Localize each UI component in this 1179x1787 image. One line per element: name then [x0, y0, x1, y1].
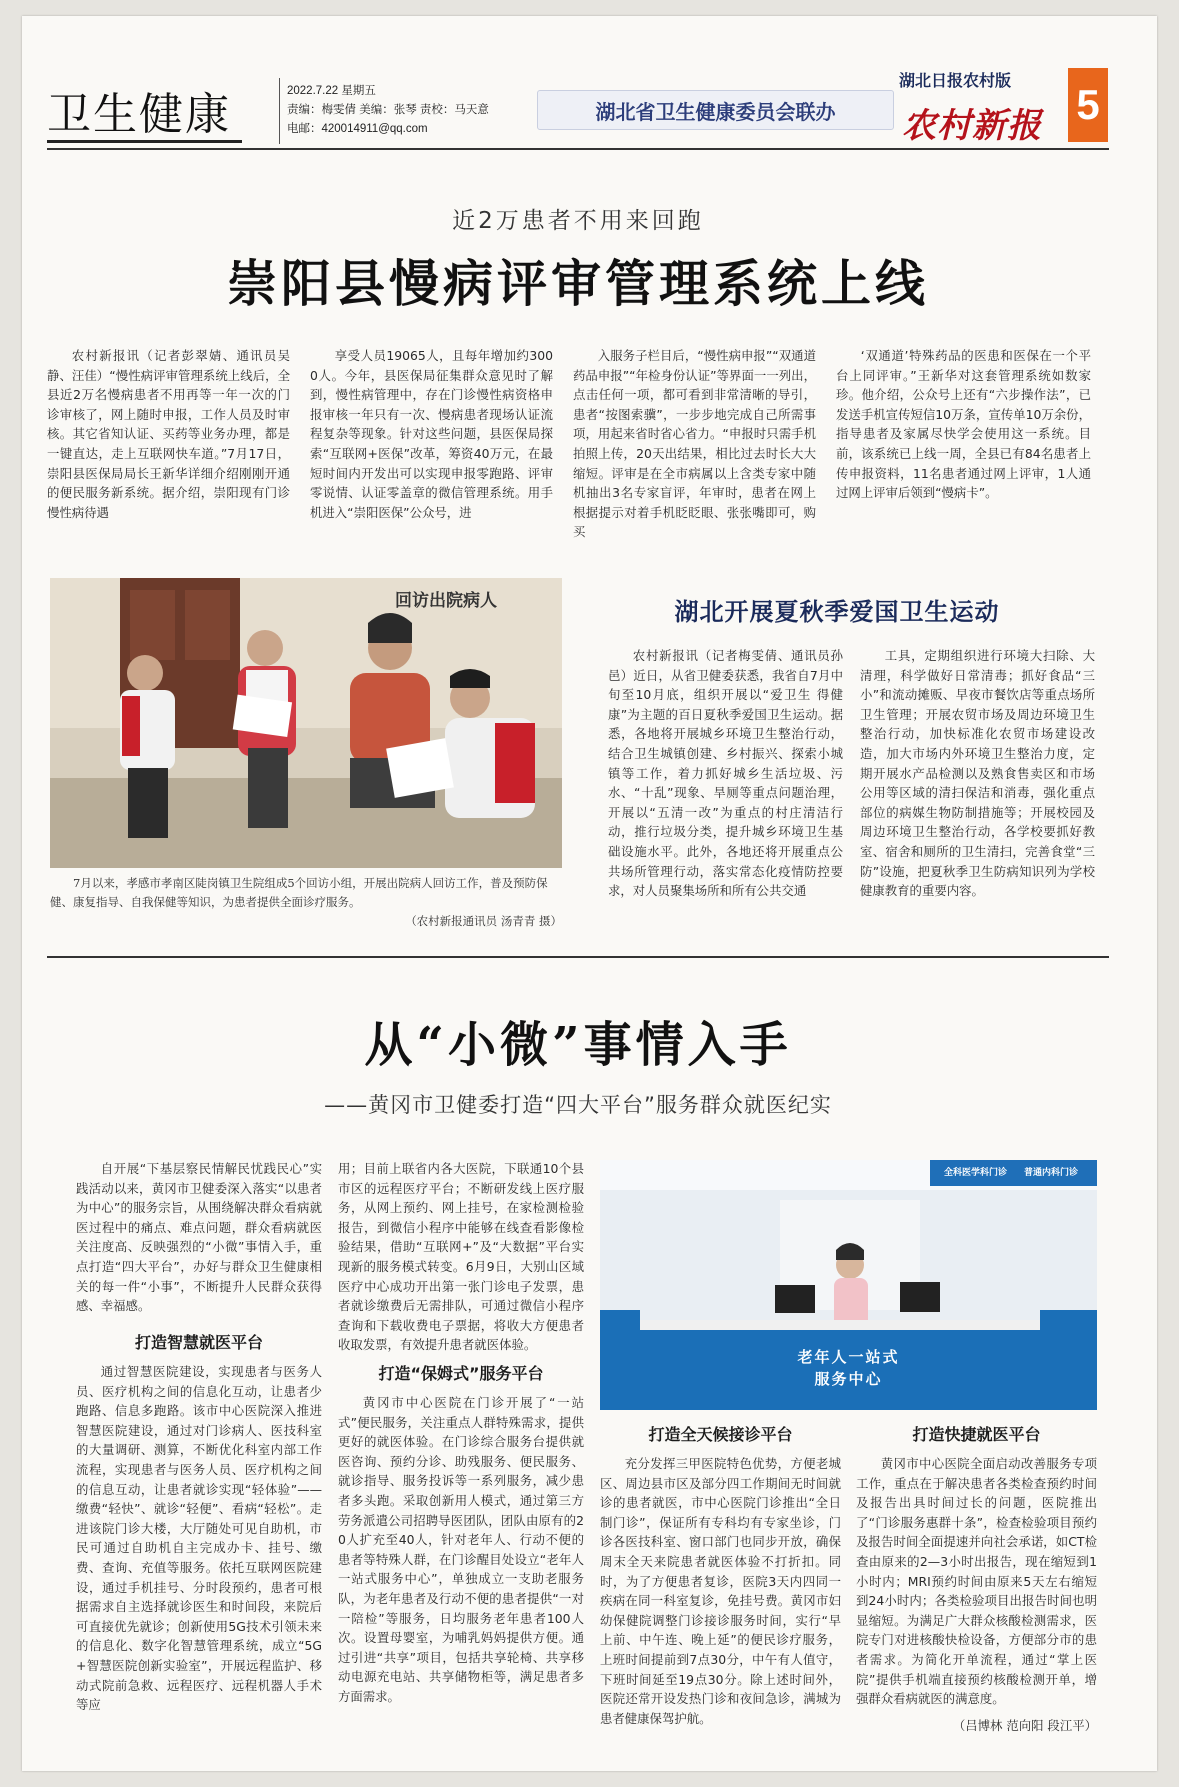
desk-sign-line1: 老年人一站式 [797, 1348, 900, 1366]
photo1-credit: （农村新报通讯员 汤青青 摄） [405, 914, 562, 928]
cosponsor-text: 湖北省卫生健康委员会联办 [595, 99, 836, 124]
contact-email: 电邮：420014911@qq.com [287, 123, 428, 135]
header-underline [47, 140, 242, 143]
section1-text-continued: 用；目前上联省内各大医院，下联通10个县市区的远程医疗平台；不断研发线上医疗服务，从网上预约、网上挂号，在家检测检验报告，到微信小程序中能够在线查看影像检验结果，借助“互联网+”及“大数据”平台实现新的服务模式转变。6月9日，大别山区域医疗中心成功开出第一张门诊电子发票，患者就诊缴费后无需排队，可通过微信小程序查询和下载收费电子票据，将收大方便患者收取发票，有效提升患者就医体验。 [338, 1161, 584, 1353]
section1-heading: 打造智慧就医平台 [134, 1333, 263, 1352]
section4-text: 黄冈市中心医院全面启动改善服务专项工作，重点在于解决患者各类检查预约时间及报告出具时间过长的问题，医院推出了“门诊服务惠群十条”，检查检验项目预约及报告时间全面提速并向社会承诺，如CT检查由原来的2—3小时出报告，现在缩短到1小时内；MRI预约时间由原来5天左右缩短到24小时内；各类检验项目出报告时间也明显缩短。为满足广大群众核酸检测需求，医院专门对进核酸快检设备，方便部分市的患者需求。为简化开单流程，通过“掌上医院”提供手机端直接预约核酸检测开单，增强群众看病就医的满意度。 [856, 1456, 1097, 1707]
issue-date: 2022.7.22 星期五 [287, 85, 376, 97]
article1-subtitle: 近2万患者不用来回跑 [452, 208, 704, 234]
section2-text: 黄冈市中心医院在门诊开展了“一站式”便民服务，关注重点人群特殊需求，提供更好的就医体验。在门诊综合服务台提供就医咨询、预约分诊、助残服务、便民服务、就诊指导、服务投诉等一系列服务，减少患者多头跑。采取创新用人模式，通过第三方劳务派遣公司招聘导医团队，团队由原有的20人扩充至40人，针对老年人、行动不便的患者等特殊人群，在门诊醒目处设立“老年人一站式服务中心”，单独成立一支助老服务队，为老年患者及行动不便的患者提供“一对一陪检”等服务，日均服务老年患者100人次。设置母婴室，为哺乳妈妈提供方便。通过引进“共享”项目，包括共享轮椅、共享移动电源充电站、共享储物柜等，满足患者多方面需求。 [338, 1395, 584, 1704]
article2-column-1: 农村新报讯（记者梅雯倩、通讯员孙邑）近日，从省卫健委获悉，我省自7月中旬至10月底，组织开展以“爱卫生 得健康”为主题的百日夏秋季爱国卫生运动。据悉，各地将开展城乡环境卫生整治行动，结合卫生城镇创建、乡村振兴、探索小城镇等工作，着力抓好城乡生活垃圾、污水、“十乱”现象、旱厕等重点问题治理，开展以“五清一改”为重点的村庄清洁行动，推行垃圾分类，提升城乡环境卫生基础设施水平。此外，各地还将开展重点公共场所管理行动，落实常态化疫情防控要求，对人员聚集场所和所有公共交通 [608, 648, 843, 899]
header-rule [47, 148, 1109, 150]
section1-text: 通过智慧医院建设，实现患者与医务人员、医疗机构之间的信息化互动，让患者少跑路、信息多跑路。该市中心医院深入推进智慧医院建设，通过对门诊病人、医技科室的大量调研、测算，不断优化科室内部工作流程，实现患者与医务人员、医疗机构之间的信息互动，让患者就诊实现“轻体验”——缴费“轻快”、就诊“轻便”、看病“轻松”。走进该院门诊大楼，大厅随处可见自助机，市民可通过自助机自主完成办卡、挂号、缴费、查询、充值等服务。依托互联网医院建设，通过手机挂号、分时段预约，患者可根据需求自主选择就诊医生和时间段，来院后可直接优先就诊；创新使用5G技术引领未来的信息化、数字化智慧管理系统，成立“5G+智慧医院创新实验室”，开展远程监护、移动式院前急救、远程医疗、远程机器人手术等应 [76, 1364, 322, 1713]
article1-column-1: 农村新报讯（记者彭翠婧、通讯员吴静、汪佳）“慢性病评审管理系统上线后，全县近2万名慢病患者不用再等一年一次的门诊审核了，网上随时申报，工作人员及时审核。其它省知认证、买药等业务办理，都是一键直达，走上互联网快车道。”7月17日，崇阳县医保局局长王新华详细介绍刚刚开通的便民服务新系统。据介绍，崇阳现有门诊慢性病待遇 [47, 348, 290, 520]
section3-heading: 打造全天候接诊平台 [648, 1425, 793, 1444]
photo1-caption: 7月以来，孝感市孝南区陡岗镇卫生院组成5个回访小组，开展出院病人回访工作，普及预防保健、康复指导、自我保健等知识，为患者提供全面诊疗服务。 [50, 876, 548, 909]
article3-intro: 自开展“下基层察民情解民忧践民心”实践活动以来，黄冈市卫健委深入落实“以患者为中心”的服务宗旨，从围绕解决群众看病就医过程中的痛点、难点问题，群众看病就医关注度高、反映强烈的“小微”事情入手，重点打造“四大平台”，办好与群众卫生健康相关的每一件“小事”，不断提升人民群众获得感、幸福感。 [76, 1161, 322, 1314]
photo-service-center [600, 1160, 1097, 1410]
sign-general-practice: 全科医学科门诊 [944, 1168, 1008, 1178]
cosponsor-banner [537, 90, 894, 130]
article3-subtitle: ——黄冈市卫健委打造“四大平台”服务群众就医纪实 [324, 1093, 832, 1117]
sign-internal-medicine: 普通内科门诊 [1024, 1168, 1079, 1178]
header-meta [287, 82, 489, 139]
section-title: 卫生健康 [47, 89, 231, 140]
section3-text: 充分发挥三甲医院特色优势，方便老城区、周边县市区及部分四工作期间无时间就诊的患者就医，市中心医院门诊推出“全日制门诊”，保证所有专科均有专家坐诊，门诊各医技科室、窗口部门也同步开放，确保周末全天来院患者就医体验不打折扣。同时，为了方便患者复诊，医院3天内四同一疾病在同一科室复诊，免挂号费。黄冈市妇幼保健院调整门诊接诊服务时间，实行“早上前、中午连、晚上延”的便民诊疗服务，上班时间提前到7点30分，中午有人值守，下班时间延至19点30分。除上述时间外，医院还常开设发热门诊和夜间急诊，满城为患者健康保驾护航。 [600, 1456, 841, 1726]
article1-headline: 崇阳县慢病评审管理系统上线 [227, 255, 929, 313]
article1-column-3: 入服务子栏目后，“慢性病申报”“双通道药品申报”“年检身份认证”等界面一一列出，点击任何一项，都可看到非常清晰的导引，患者“按图索骥”，一步步地完成自己所需事项，用起来省时省心省力。“申报时只需手机拍照上传，20天出结果，相比过去时长大大缩短。评审是在全市病属以上含类专家中随机抽出3名专家盲评，年审时，患者在网上根据提示对着手机眨眨眼、张张嘴即可，购买 [573, 348, 816, 540]
article3-headline: 从“小微”事情入手 [364, 1017, 792, 1073]
article2-column-2: 工具，定期组织进行环境大扫除、大清理，科学做好日常清毒；抓好食品“三小”和流动摊贩、早夜市餐饮店等重点场所卫生管理；开展农贸市场及周边环境卫生整治行动，加快标准化农贸市场建设改造，加大市场内外环境卫生整治力度，定期开展水产品检测以及熟食售卖区和市场公用等区域的清扫保洁和消毒，强化重点部位的病媒生物防制措施等；开展校园及周边环境卫生整治行动，各学校要抓好教室、宿舍和厕所的卫生清扫，完善食堂“三防”设施，把夏秋季卫生防病知识列为学校健康教育的重要内容。 [860, 648, 1095, 899]
desk-sign-line2: 服务中心 [814, 1370, 883, 1388]
newspaper-page [22, 16, 1157, 1771]
section-divider [47, 956, 1109, 958]
staff-credits: 责编：梅雯倩 美编：张琴 责校：马天意 [287, 104, 489, 116]
photo-label: 回访出院病人 [395, 591, 497, 611]
header-separator [279, 78, 280, 144]
photo-hospital-visit [50, 578, 562, 868]
paper-edition: 湖北日报农村版 [899, 71, 1012, 90]
article1-column-4: ‘双通道’特殊药品的医患和医保在一个平台上同评审。”王新华对这套管理系统如数家珍。他介绍，公众号上还有“六步操作法”，已发送手机宣传短信10万条，宣传单10万余份，指导患者及家属尽快学会使用这一系统。目前，该系统已上线一周，全县已有84名患者上传申报资料，11名患者通过网上评审，1人通过网上评审后领到“慢病卡”。 [836, 348, 1091, 501]
page-number: 5 [1068, 68, 1108, 142]
article1-column-2: 享受人员19065人，且每年增加约3000人。今年，县医保局征集群众意见时了解到，慢性病管理中，存在门诊慢性病资格申报审核一年只有一次、慢病患者现场认证流程复杂等现象。针对这些问题，县医保局探索“互联网+医保”改革，筹资40万元，在最短时间内开发出可以实现申报零跑路、评审零说情、认证零盖章的微信管理系统。用手机进入“崇阳医保”公众号，进 [310, 348, 553, 520]
article2-headline: 湖北开展夏秋季爱国卫生运动 [674, 597, 1000, 626]
photo-illustration [50, 578, 562, 868]
paper-name-logo: 农村新报 [902, 106, 1042, 146]
section2-heading: 打造“保姆式”服务平台 [378, 1364, 544, 1383]
section4-heading: 打造快捷就医平台 [912, 1425, 1041, 1444]
section4-byline: （吕博林 范向阳 段江平） [952, 1718, 1097, 1733]
